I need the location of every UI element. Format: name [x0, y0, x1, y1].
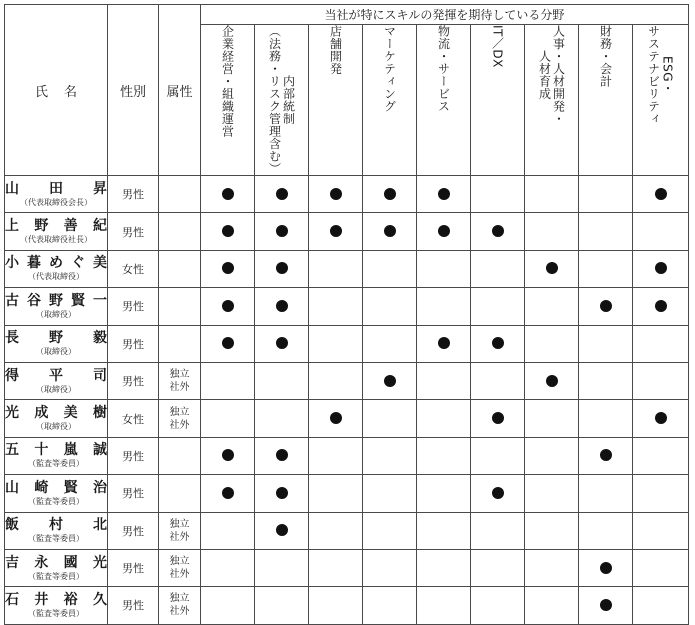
member-gender: 男性 [108, 512, 159, 549]
skill-label: 財務・会計 [598, 25, 613, 88]
skill-cell [255, 288, 309, 325]
skill-label: マーケティング [382, 25, 397, 113]
skill-cell [309, 437, 363, 474]
skill-mark-icon [492, 487, 504, 499]
skill-cell [363, 587, 417, 624]
member-name: 小 暮 め ぐ 美 [5, 255, 107, 272]
skill-cell [363, 549, 417, 586]
skill-header-8 [633, 25, 689, 176]
skill-cell [417, 325, 471, 362]
skill-cell [201, 325, 255, 362]
skill-mark-icon [600, 300, 612, 312]
skill-cell [633, 512, 689, 549]
member-name-cell [5, 587, 108, 624]
member-gender: 女性 [108, 400, 159, 437]
skill-cell [309, 288, 363, 325]
member-attribute [159, 288, 201, 325]
member-name: 山 崎 賢 治 [5, 479, 107, 496]
skill-mark-icon [276, 188, 288, 200]
skill-cell [633, 475, 689, 512]
member-role: （監査等委員） [28, 459, 84, 469]
skill-mark-icon [384, 225, 396, 237]
table-row [5, 549, 689, 586]
skill-cell [417, 437, 471, 474]
skill-cell [255, 549, 309, 586]
skill-cell [633, 176, 689, 213]
member-name-cell [5, 250, 108, 287]
skill-cell [417, 250, 471, 287]
member-name: 長 野 毅 [5, 330, 107, 347]
skill-mark-icon [384, 188, 396, 200]
skill-cell [309, 362, 363, 399]
skill-cell [633, 250, 689, 287]
skill-cell [633, 325, 689, 362]
member-name-cell [5, 437, 108, 474]
skill-cell [255, 250, 309, 287]
skill-cell [255, 475, 309, 512]
skill-mark-icon [600, 562, 612, 574]
member-name: 石 井 裕 久 [5, 591, 107, 608]
skill-cell [363, 288, 417, 325]
skill-mark-icon [655, 300, 667, 312]
skill-cell [525, 549, 579, 586]
skill-cell [417, 362, 471, 399]
skill-cell [633, 288, 689, 325]
member-attribute [159, 176, 201, 213]
skill-cell [309, 400, 363, 437]
table-row [5, 213, 689, 250]
skill-mark-icon [655, 262, 667, 274]
member-role: （代表取締役会長） [20, 197, 92, 207]
member-name-cell [5, 288, 108, 325]
skill-cell [363, 325, 417, 362]
member-role: （監査等委員） [28, 608, 84, 618]
member-gender: 男性 [108, 587, 159, 624]
skill-cell [309, 475, 363, 512]
skill-cell [579, 213, 633, 250]
member-gender: 男性 [108, 288, 159, 325]
skill-cell [633, 437, 689, 474]
skill-cell [471, 288, 525, 325]
skill-cell [525, 288, 579, 325]
skill-cell [579, 549, 633, 586]
member-gender: 男性 [108, 213, 159, 250]
member-name: 山 田 昇 [5, 180, 107, 197]
skill-cell [201, 400, 255, 437]
member-name: 吉 永 國 光 [5, 554, 107, 571]
skill-mark-icon [222, 449, 234, 461]
skill-cell [363, 362, 417, 399]
skill-cell [201, 362, 255, 399]
skill-mark-icon [276, 225, 288, 237]
table-row [5, 176, 689, 213]
skill-cell [579, 512, 633, 549]
member-name-cell [5, 325, 108, 362]
skill-cell [579, 400, 633, 437]
skill-cell [201, 512, 255, 549]
skill-mark-icon [222, 188, 234, 200]
skill-cell [471, 325, 525, 362]
skill-cell [363, 400, 417, 437]
skill-mark-icon [438, 337, 450, 349]
skill-cell [579, 362, 633, 399]
skill-cell [309, 213, 363, 250]
skill-mark-icon [222, 337, 234, 349]
skill-cell [309, 325, 363, 362]
member-role: （取締役） [36, 309, 76, 319]
member-role: （代表取締役） [28, 272, 84, 282]
skill-cell [255, 587, 309, 624]
skill-cell [471, 475, 525, 512]
skill-cell [579, 437, 633, 474]
skill-cell [579, 475, 633, 512]
skill-cell [255, 437, 309, 474]
table-row [5, 512, 689, 549]
member-gender: 男性 [108, 475, 159, 512]
skill-cell [201, 213, 255, 250]
skill-cell [417, 587, 471, 624]
table-row [5, 288, 689, 325]
skill-cell [309, 512, 363, 549]
member-gender: 男性 [108, 325, 159, 362]
member-attribute [159, 437, 201, 474]
skill-cell [579, 288, 633, 325]
skill-label: 企業経営・組織運営 [220, 25, 235, 138]
skill-header-7 [579, 25, 633, 176]
skill-mark-icon [600, 449, 612, 461]
skill-cell [201, 250, 255, 287]
skill-cell [309, 587, 363, 624]
skill-mark-icon [655, 188, 667, 200]
skill-mark-icon [276, 524, 288, 536]
member-role: （取締役） [36, 384, 76, 394]
skill-cell [417, 400, 471, 437]
skill-header-5 [471, 25, 525, 176]
skill-mark-icon [546, 262, 558, 274]
member-name: 古 谷 野 賢 一 [5, 292, 107, 309]
skill-header-4 [417, 25, 471, 176]
skill-label: ESG・ サステナビリティ [646, 25, 675, 125]
table-row [5, 325, 689, 362]
skill-mark-icon [492, 337, 504, 349]
skill-mark-icon [222, 262, 234, 274]
skill-cell [579, 176, 633, 213]
skill-mark-icon [655, 412, 667, 424]
skill-cell [525, 250, 579, 287]
member-gender: 男性 [108, 176, 159, 213]
skill-header-1 [255, 25, 309, 176]
skill-label: 物流・サービス [436, 25, 451, 113]
skill-header-3 [363, 25, 417, 176]
member-role: （監査等委員） [28, 534, 84, 544]
skill-cell [201, 176, 255, 213]
skill-mark-icon [276, 487, 288, 499]
skill-cell [363, 512, 417, 549]
skill-cell [525, 475, 579, 512]
skill-cell [471, 176, 525, 213]
member-role: （取締役） [36, 347, 76, 357]
skill-cell [471, 250, 525, 287]
table-row [5, 362, 689, 399]
skill-cell [471, 213, 525, 250]
member-name-cell [5, 512, 108, 549]
skill-cell [633, 587, 689, 624]
skill-cell [633, 362, 689, 399]
skill-label: 店舗開発 [328, 25, 343, 75]
skill-mark-icon [222, 300, 234, 312]
skill-cell [471, 437, 525, 474]
member-gender: 男性 [108, 437, 159, 474]
member-attribute [159, 475, 201, 512]
member-name: 光 成 美 樹 [5, 405, 107, 422]
skill-cell [525, 512, 579, 549]
skill-cell [201, 475, 255, 512]
skill-mark-icon [330, 225, 342, 237]
skill-mark-icon [492, 225, 504, 237]
skill-cell [417, 213, 471, 250]
skill-cell [633, 213, 689, 250]
skill-cell [255, 213, 309, 250]
table-row [5, 400, 689, 437]
member-name-cell [5, 176, 108, 213]
member-role: （取締役） [36, 422, 76, 432]
skill-cell [579, 325, 633, 362]
skill-cell [471, 512, 525, 549]
skill-cell [201, 587, 255, 624]
skill-header-6 [525, 25, 579, 176]
skill-cell [201, 549, 255, 586]
skill-cell [525, 437, 579, 474]
skill-cell [255, 362, 309, 399]
skill-mark-icon [438, 188, 450, 200]
skill-mark-icon [492, 412, 504, 424]
member-gender: 女性 [108, 250, 159, 287]
skill-cell [471, 400, 525, 437]
skill-label: 人事・人材開発・ 人材育成 [537, 25, 566, 125]
skill-mark-icon [276, 300, 288, 312]
member-gender: 男性 [108, 549, 159, 586]
member-name: 五 十 嵐 誠 [5, 442, 107, 459]
skill-label: IT／DX [490, 25, 505, 68]
skill-cell [363, 213, 417, 250]
table-row [5, 475, 689, 512]
skill-mark-icon [546, 375, 558, 387]
member-attribute: 独立 社外 [159, 549, 201, 586]
member-attribute: 独立 社外 [159, 362, 201, 399]
skill-cell [633, 400, 689, 437]
member-role: （監査等委員） [28, 496, 84, 506]
header-gender: 性別 [108, 5, 159, 176]
member-name-cell [5, 475, 108, 512]
member-name: 飯 村 北 [5, 517, 107, 534]
skill-cell [525, 587, 579, 624]
member-attribute [159, 250, 201, 287]
member-attribute: 独立 社外 [159, 512, 201, 549]
skill-cell [309, 250, 363, 287]
skill-cell [525, 176, 579, 213]
member-gender: 男性 [108, 362, 159, 399]
member-name-cell [5, 213, 108, 250]
member-name: 得 平 司 [5, 367, 107, 384]
skill-mark-icon [438, 225, 450, 237]
member-attribute: 独立 社外 [159, 400, 201, 437]
header-name: 氏名 [5, 5, 108, 176]
member-attribute [159, 325, 201, 362]
skill-matrix-table [4, 4, 689, 625]
skill-cell [201, 288, 255, 325]
table-row [5, 587, 689, 624]
member-attribute: 独立 社外 [159, 587, 201, 624]
skill-cell [417, 288, 471, 325]
header-attribute: 属性 [159, 5, 201, 176]
table-row [5, 250, 689, 287]
skill-cell [579, 587, 633, 624]
skill-cell [309, 549, 363, 586]
member-role: （監査等委員） [28, 571, 84, 581]
skill-cell [417, 475, 471, 512]
skill-cell [633, 549, 689, 586]
skill-cell [417, 176, 471, 213]
skill-cell [471, 587, 525, 624]
skill-cell [525, 362, 579, 399]
skill-cell [255, 325, 309, 362]
skill-cell [363, 250, 417, 287]
member-attribute [159, 213, 201, 250]
skill-cell [525, 213, 579, 250]
skill-cell [525, 400, 579, 437]
skill-mark-icon [276, 449, 288, 461]
skill-header-2 [309, 25, 363, 176]
skill-mark-icon [330, 188, 342, 200]
table-row [5, 437, 689, 474]
skill-mark-icon [276, 262, 288, 274]
skill-label: 内部統制 （法務・リスク管理含む） [267, 25, 296, 175]
skill-cell [471, 549, 525, 586]
member-name-cell [5, 362, 108, 399]
skill-cell [309, 176, 363, 213]
member-name-cell [5, 549, 108, 586]
skill-cell [363, 176, 417, 213]
member-name: 上 野 善 紀 [5, 218, 107, 235]
skill-mark-icon [330, 412, 342, 424]
skill-cell [525, 325, 579, 362]
skill-cell [417, 549, 471, 586]
skill-header-0 [201, 25, 255, 176]
skill-cell [255, 176, 309, 213]
header-skill-group: 当社が特にスキルの発揮を期待している分野 [201, 5, 689, 25]
skill-mark-icon [384, 375, 396, 387]
skill-cell [417, 512, 471, 549]
skill-cell [255, 400, 309, 437]
member-name-cell [5, 400, 108, 437]
skill-cell [255, 512, 309, 549]
skill-cell [363, 437, 417, 474]
skill-mark-icon [222, 487, 234, 499]
skill-cell [579, 250, 633, 287]
skill-mark-icon [222, 225, 234, 237]
skill-cell [363, 475, 417, 512]
skill-cell [471, 362, 525, 399]
skill-mark-icon [276, 337, 288, 349]
skill-mark-icon [600, 599, 612, 611]
skill-cell [201, 437, 255, 474]
member-role: （代表取締役社長） [20, 235, 92, 245]
